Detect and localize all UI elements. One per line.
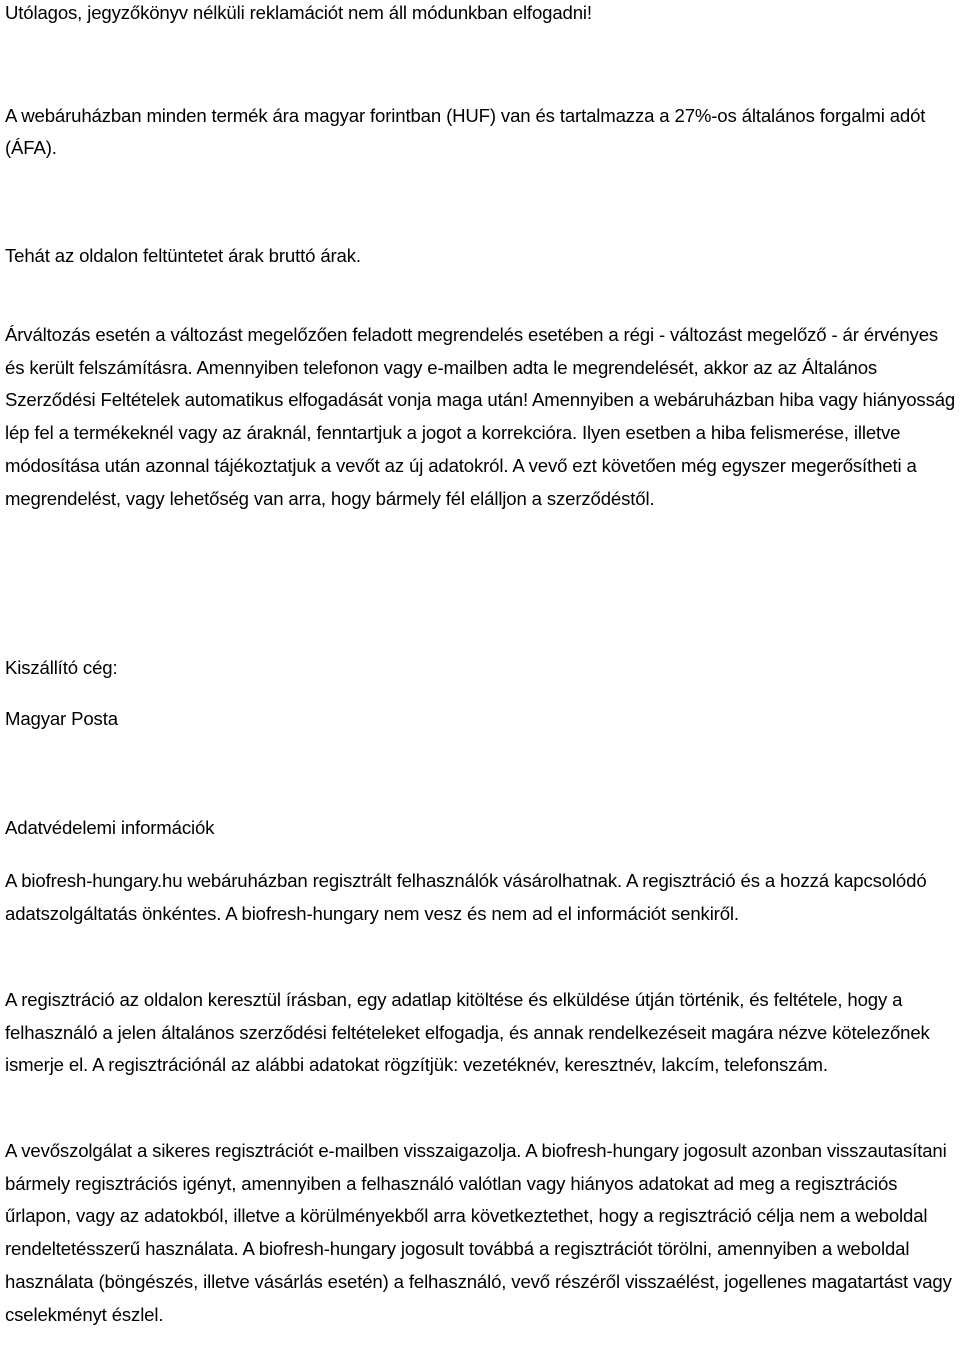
registration-process-paragraph: A regisztráció az oldalon keresztül írásban, egy adatlap kitöltése és elküldése útján történik, és feltétele, hogy a felhasználó a jelen általános szerződési feltételeket elfogadja, és annak rendelkezéseit magára nézve kötelezőnek ismerje el. A regisztrációnál az alábbi adatokat rögzítjük: vezetéknév, keresztnév, lakcím, telefonszám. [5,989,930,1076]
registration-intro-paragraph: A biofresh-hungary.hu webáruházban regisztrált felhasználók vásárolhatnak. A regisztráció és a hozzá kapcsolódó adatszolgáltatás önkéntes. A biofresh-hungary nem vesz és nem ad el információt senkiről. [5,870,927,924]
carrier-heading: Kiszállító cég: [5,657,118,678]
price-currency-paragraph: A webáruházban minden termék ára magyar forintban (HUF) van és tartalmazza a 27%-os általános forgalmi adót (ÁFA). [5,105,926,159]
registration-confirmation-paragraph: A vevőszolgálat a sikeres regisztrációt e-mailben visszaigazolja. A biofresh-hungary jogosult azonban visszautasítani bármely regisztrációs igényt, amennyiben a felhasználó valótlan vagy hiányos adatokat ad meg a regisztrációs űrlapon, vagy az adatokból, illetve a körülményekből arra következtethet, hogy a regisztráció célja nem a weboldal rendeltetésszerű használata. A biofresh-hungary jogosult továbbá a regisztrációt törölni, amennyiben a weboldal használata (böngészés, illetve vásárlás esetén) a felhasználó, vevő részéről visszaélést, jogellenes magatartást vagy cselekményt észlel. [5,1140,952,1325]
price-change-paragraph: Árváltozás esetén a változást megelőzően feladott megrendelés esetében a régi - változást megelőző - ár érvényes és került felszámításra. Amennyiben telefonon vagy e-mailben adta le megrendelését, akkor az az Általános Szerződési Feltételek automatikus elfogadását vonja maga után! Amennyiben a webáruházban hiba vagy hiányosság lép fel a termékeknél vagy az áraknál, fenntartjuk a jogot a korrekcióra. Ilyen esetben a hiba felismerése, illetve módosítása után azonnal tájékoztatjuk a vevőt az új adatokról. A vevő ezt követően még egyszer megerősítheti a megrendelést, vagy lehetőség van arra, hogy bármely fél elálljon a szerződéstől. [5,324,956,509]
complaint-notice: Utólagos, jegyzőkönyv nélküli reklamációt nem áll módunkban elfogadni! [5,2,592,23]
carrier-name: Magyar Posta [5,708,118,729]
privacy-heading: Adatvédelemi információk [5,817,215,838]
gross-price-paragraph: Tehát az oldalon feltüntetet árak bruttó árak. [5,245,361,266]
